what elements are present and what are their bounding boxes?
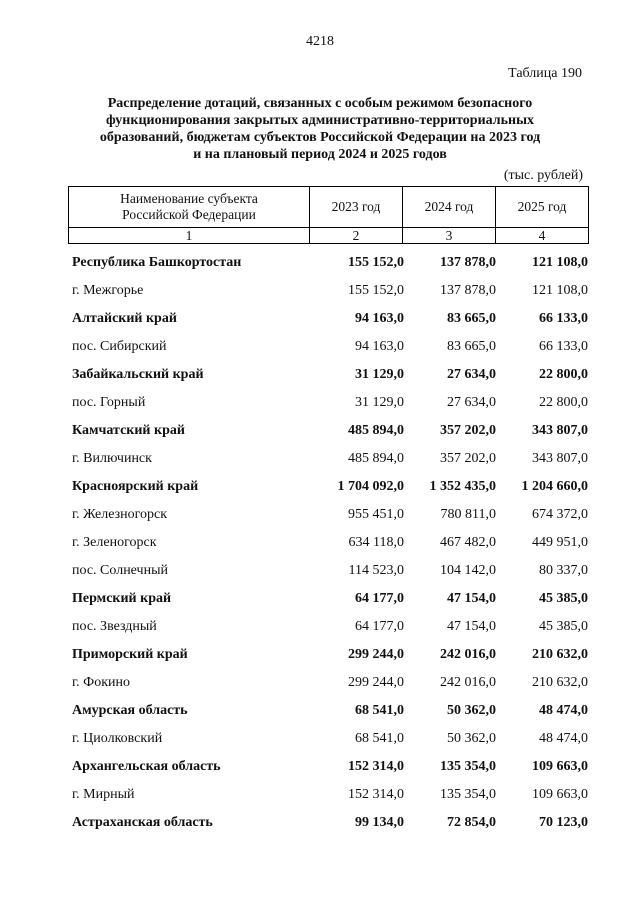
table-row-municipality [72, 390, 588, 418]
cell-2024: 137 878,0 [440, 283, 496, 298]
table-row-municipality [72, 446, 588, 474]
cell-2023: 485 894,0 [348, 451, 404, 466]
cell-2024: 104 142,0 [440, 563, 496, 578]
cell-2023: 114 523,0 [348, 563, 404, 578]
cell-2024: 135 354,0 [440, 787, 496, 802]
cell-2025: 66 133,0 [539, 339, 588, 354]
cell-2025: 22 800,0 [539, 395, 588, 410]
cell-2024: 47 154,0 [447, 591, 496, 606]
title-line: и на плановый период 2024 и 2025 годов [193, 147, 447, 162]
table-header [68, 186, 589, 244]
cell-name: Астраханская область [72, 815, 213, 830]
table-row-municipality [72, 530, 588, 558]
cell-2025: 210 632,0 [532, 675, 588, 690]
cell-2023: 955 451,0 [348, 507, 404, 522]
cell-2025: 674 372,0 [532, 507, 588, 522]
cell-2025: 343 807,0 [532, 423, 588, 438]
cell-2024: 47 154,0 [447, 619, 496, 634]
cell-2024: 72 854,0 [447, 815, 496, 830]
table-body [72, 250, 588, 838]
cell-2025: 80 337,0 [539, 563, 588, 578]
table-row-region [72, 418, 588, 446]
cell-2025: 343 807,0 [532, 451, 588, 466]
title-line: образований, бюджетам субъектов Российской Федерации на 2023 год [99, 130, 541, 145]
cell-2023: 155 152,0 [348, 283, 404, 298]
cell-2023: 31 129,0 [355, 367, 404, 382]
cell-2023: 299 244,0 [348, 675, 404, 690]
cell-name: г. Железногорск [72, 507, 168, 522]
cell-2024: 50 362,0 [447, 731, 496, 746]
cell-2025: 70 123,0 [539, 815, 588, 830]
cell-name: г. Мирный [72, 787, 135, 802]
cell-2024: 1 352 435,0 [429, 479, 496, 494]
cell-2024: 135 354,0 [440, 759, 496, 774]
cell-name: г. Зеленогорск [72, 535, 157, 550]
cell-2025: 22 800,0 [539, 367, 588, 382]
table-row-region [72, 754, 588, 782]
cell-2024: 357 202,0 [440, 423, 496, 438]
cell-2025: 48 474,0 [539, 703, 588, 718]
column-number: 2 [310, 228, 403, 244]
cell-2024: 357 202,0 [440, 451, 496, 466]
cell-2023: 64 177,0 [355, 619, 404, 634]
column-number: 1 [69, 228, 310, 244]
table-row-region [72, 810, 588, 838]
cell-name: Красноярский край [72, 479, 199, 494]
table-row-region [72, 306, 588, 334]
cell-2024: 83 665,0 [447, 339, 496, 354]
cell-2023: 634 118,0 [348, 535, 404, 550]
table-row-municipality [72, 502, 588, 530]
cell-2024: 50 362,0 [447, 703, 496, 718]
units-label: (тыс. рублей) [503, 168, 583, 183]
table-row-municipality [72, 334, 588, 362]
cell-name: Амурская область [72, 703, 188, 718]
table-row-region [72, 642, 588, 670]
table-title [60, 95, 580, 163]
cell-name: Забайкальский край [72, 367, 204, 382]
table-row-region [72, 698, 588, 726]
cell-2025: 1 204 660,0 [521, 479, 588, 494]
cell-2025: 45 385,0 [539, 591, 588, 606]
table-row-municipality [72, 278, 588, 306]
table-row-municipality [72, 558, 588, 586]
cell-name: Республика Башкортостан [72, 255, 242, 270]
header-subject-name [69, 187, 310, 228]
cell-2024: 780 811,0 [440, 507, 496, 522]
cell-2025: 449 951,0 [532, 535, 588, 550]
header-2024: 2024 год [403, 187, 496, 228]
cell-name: Пермский край [72, 591, 172, 606]
cell-2023: 152 314,0 [348, 759, 404, 774]
title-line: функционирования закрытых административно-территориальных [105, 113, 535, 128]
table-row-region [72, 474, 588, 502]
cell-2023: 31 129,0 [355, 395, 404, 410]
title-line: Распределение дотаций, связанных с особым режимом безопасного [107, 96, 533, 111]
cell-2023: 99 134,0 [355, 815, 404, 830]
cell-2024: 83 665,0 [447, 311, 496, 326]
table-row-region [72, 362, 588, 390]
cell-2025: 45 385,0 [539, 619, 588, 634]
table-row-municipality [72, 782, 588, 810]
cell-2023: 94 163,0 [355, 339, 404, 354]
header-2025: 2025 год [496, 187, 589, 228]
cell-2023: 94 163,0 [355, 311, 404, 326]
cell-name: г. Межгорье [72, 283, 144, 298]
cell-2025: 109 663,0 [532, 787, 588, 802]
cell-name: пос. Горный [72, 395, 146, 410]
cell-name: г. Вилючинск [72, 451, 152, 466]
cell-name: Камчатский край [72, 423, 185, 438]
cell-2023: 64 177,0 [355, 591, 404, 606]
cell-name: пос. Сибирский [72, 339, 167, 354]
cell-2023: 68 541,0 [355, 703, 404, 718]
column-number: 3 [403, 228, 496, 244]
table-label: Таблица 190 [508, 66, 582, 81]
table-row-region [72, 250, 588, 278]
cell-2024: 242 016,0 [440, 647, 496, 662]
cell-name: пос. Солнечный [72, 563, 168, 578]
table-row-municipality [72, 614, 588, 642]
cell-2023: 485 894,0 [348, 423, 404, 438]
header-name-line: Российской Федерации [122, 207, 256, 222]
cell-2024: 242 016,0 [440, 675, 496, 690]
cell-2023: 155 152,0 [348, 255, 404, 270]
cell-name: г. Фокино [72, 675, 131, 690]
cell-2025: 121 108,0 [532, 255, 588, 270]
page-number: 4218 [306, 34, 334, 49]
table-row-municipality [72, 670, 588, 698]
cell-2023: 1 704 092,0 [337, 479, 404, 494]
cell-name: г. Циолковский [72, 731, 163, 746]
table-row-municipality [72, 726, 588, 754]
cell-2024: 467 482,0 [440, 535, 496, 550]
cell-2024: 137 878,0 [440, 255, 496, 270]
column-number: 4 [496, 228, 589, 244]
cell-2023: 299 244,0 [348, 647, 404, 662]
cell-2024: 27 634,0 [447, 395, 496, 410]
header-2023: 2023 год [310, 187, 403, 228]
cell-2025: 66 133,0 [539, 311, 588, 326]
cell-name: Приморский край [72, 647, 188, 662]
cell-2025: 121 108,0 [532, 283, 588, 298]
cell-2023: 152 314,0 [348, 787, 404, 802]
cell-name: Архангельская область [72, 759, 221, 774]
header-name-line: Наименование субъекта [120, 191, 258, 206]
table-row-region [72, 586, 588, 614]
cell-name: пос. Звездный [72, 619, 157, 634]
cell-2025: 48 474,0 [539, 731, 588, 746]
cell-2024: 27 634,0 [447, 367, 496, 382]
cell-name: Алтайский край [72, 311, 177, 326]
cell-2025: 109 663,0 [532, 759, 588, 774]
cell-2025: 210 632,0 [532, 647, 588, 662]
cell-2023: 68 541,0 [355, 731, 404, 746]
